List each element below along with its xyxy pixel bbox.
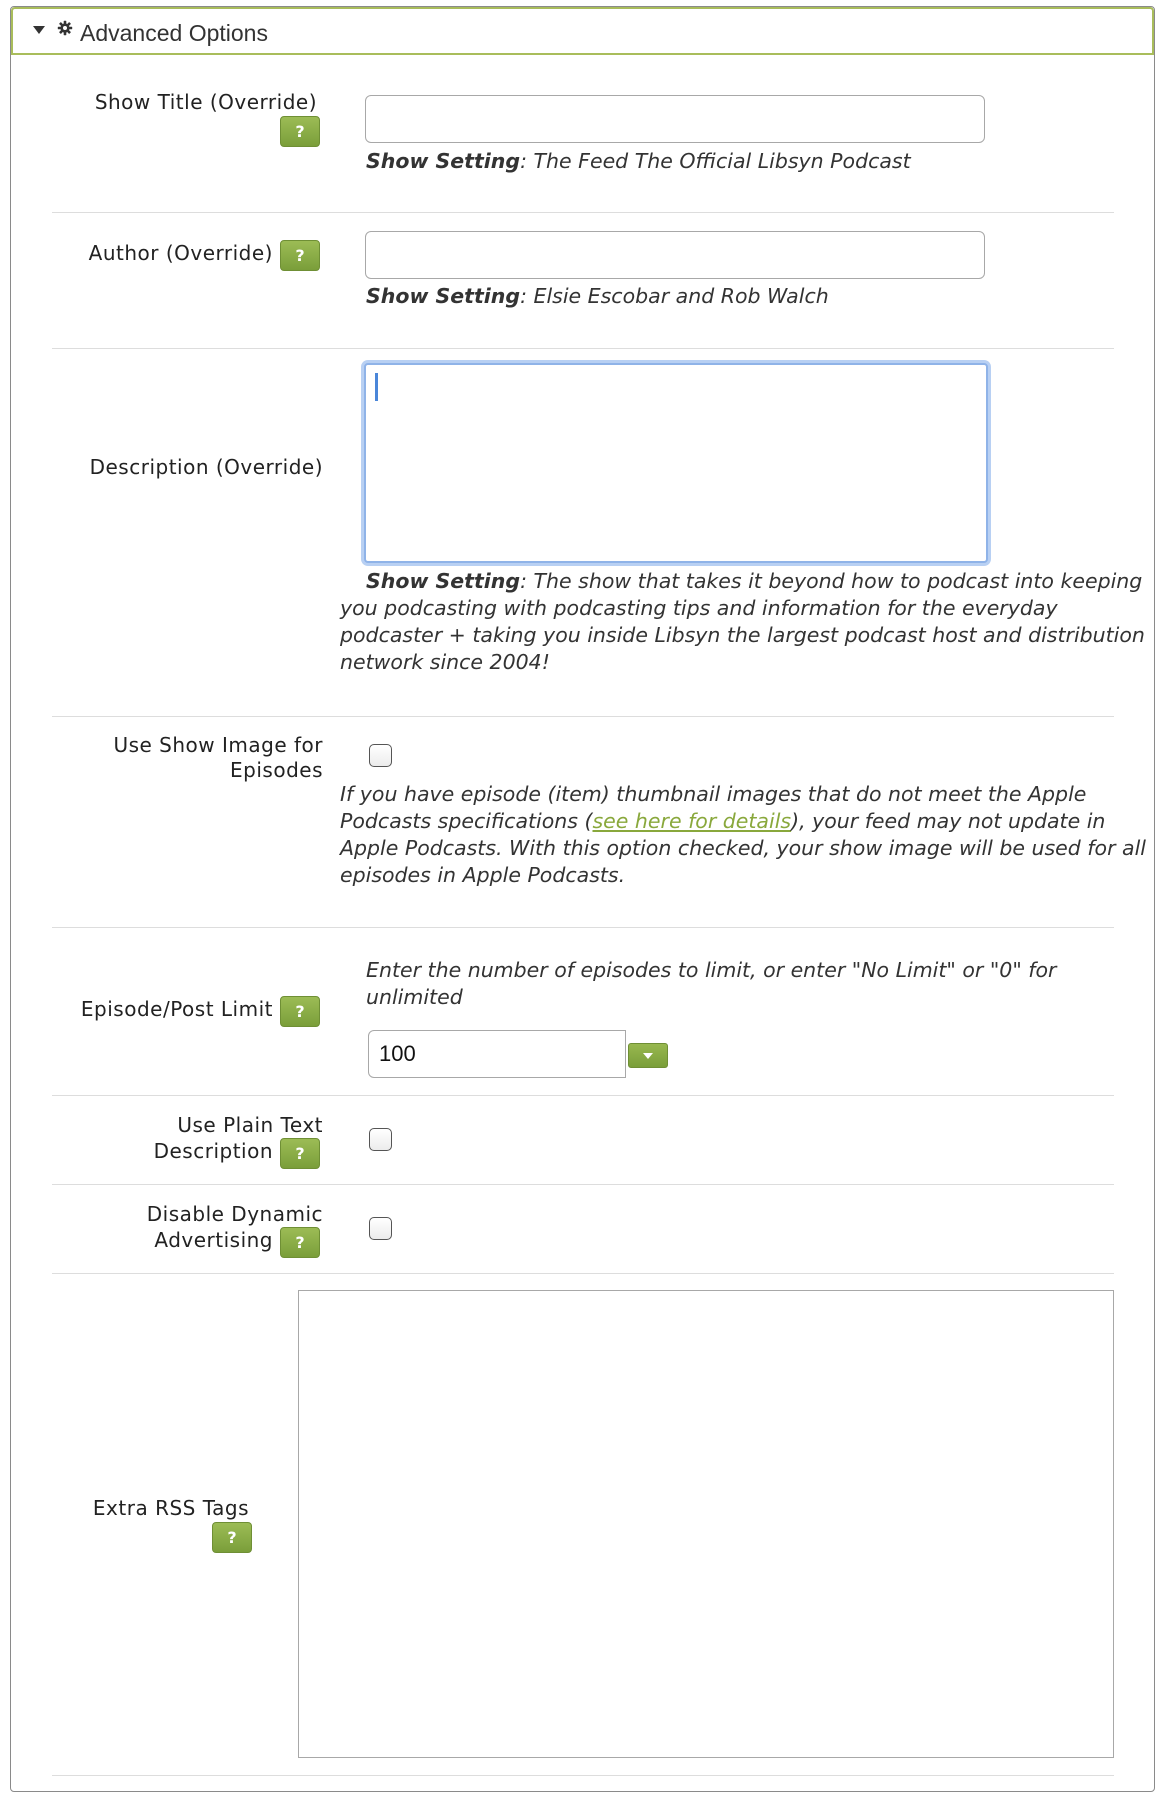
show-setting-prefix: Show Setting <box>366 284 521 308</box>
extra-rss-textarea[interactable] <box>298 1290 1114 1758</box>
disable-ads-help-button[interactable]: ? <box>280 1227 320 1258</box>
show-setting-value: : The show that takes it beyond how to podcast into keeping <box>520 569 1143 593</box>
show-setting-value: : Elsie Escobar and Rob Walch <box>520 284 829 308</box>
show-setting-line: you podcasting with podcasting tips and information for the everyday <box>340 596 1058 620</box>
divider <box>52 212 1114 213</box>
caret-down-icon[interactable] <box>33 26 45 34</box>
help-line: Apple Podcasts. With this option checked, your show image will be used for all <box>340 836 1146 860</box>
show-setting-prefix: Show Setting <box>366 569 521 593</box>
use-show-image-help-text <box>340 781 1146 889</box>
disable-ads-checkbox[interactable] <box>369 1217 392 1240</box>
show-title-input[interactable] <box>365 95 985 143</box>
see-details-link[interactable]: see here for details <box>592 809 792 833</box>
divider <box>52 927 1114 928</box>
chevron-down-icon <box>643 1053 653 1059</box>
divider <box>52 1775 1114 1776</box>
show-setting-line <box>340 568 1145 595</box>
advanced-options-header[interactable] <box>11 7 1154 55</box>
gear-icon <box>57 20 73 36</box>
plain-text-help-button[interactable]: ? <box>280 1138 320 1169</box>
plain-text-label-line2: Description <box>153 1139 273 1163</box>
show-title-help-button[interactable]: ? <box>280 116 320 147</box>
disable-ads-label-line1: Disable Dynamic <box>146 1202 323 1226</box>
help-line: episodes in Apple Podcasts. <box>340 863 626 887</box>
extra-rss-label: Extra RSS Tags <box>92 1496 249 1520</box>
episode-limit-label: Episode/Post Limit <box>80 997 273 1021</box>
hint-line: Enter the number of episodes to limit, or enter "No Limit" or "0" for <box>366 958 1057 982</box>
divider <box>52 1273 1114 1274</box>
use-show-image-label <box>113 733 323 783</box>
divider <box>52 716 1114 717</box>
extra-rss-help-button[interactable]: ? <box>212 1522 252 1553</box>
episode-limit-input[interactable] <box>368 1030 626 1078</box>
episode-limit-help-button[interactable]: ? <box>280 996 320 1027</box>
author-input[interactable] <box>365 231 985 279</box>
show-setting-line: network since 2004! <box>340 650 550 674</box>
help-line: If you have episode (item) thumbnail images that do not meet the Apple <box>340 782 1087 806</box>
help-text: ), your feed may not update in <box>791 809 1106 833</box>
help-text: Podcasts specifications ( <box>340 809 593 833</box>
show-setting-prefix: Show Setting <box>366 149 521 173</box>
author-label: Author (Override) <box>88 241 273 265</box>
show-setting-line: podcaster + taking you inside Libsyn the largest podcast host and distribution <box>340 623 1145 647</box>
show-title-label: Show Title (Override) <box>94 90 317 114</box>
plain-text-label-line1: Use Plain Text <box>177 1113 323 1137</box>
use-show-image-checkbox[interactable] <box>369 744 392 767</box>
divider <box>52 1095 1114 1096</box>
description-show-setting <box>340 568 1145 676</box>
divider <box>52 348 1114 349</box>
show-setting-value: : The Feed The Official Libsyn Podcast <box>520 149 911 173</box>
text-cursor <box>375 373 378 401</box>
help-line <box>340 808 1146 835</box>
panel-title: Advanced Options <box>80 20 268 46</box>
description-textarea[interactable] <box>364 363 988 563</box>
author-help-button[interactable]: ? <box>280 240 320 271</box>
show-title-show-setting <box>366 148 911 175</box>
label-line: Episodes <box>230 758 323 782</box>
episode-limit-dropdown-button[interactable] <box>628 1043 668 1068</box>
episode-limit-hint <box>366 957 1056 1011</box>
disable-ads-label-line2: Advertising <box>154 1228 273 1252</box>
hint-line: unlimited <box>366 985 463 1009</box>
divider <box>52 1184 1114 1185</box>
plain-text-checkbox[interactable] <box>369 1128 392 1151</box>
label-line: Use Show Image for <box>113 733 323 757</box>
description-label: Description (Override) <box>89 455 323 479</box>
author-show-setting <box>366 283 829 310</box>
